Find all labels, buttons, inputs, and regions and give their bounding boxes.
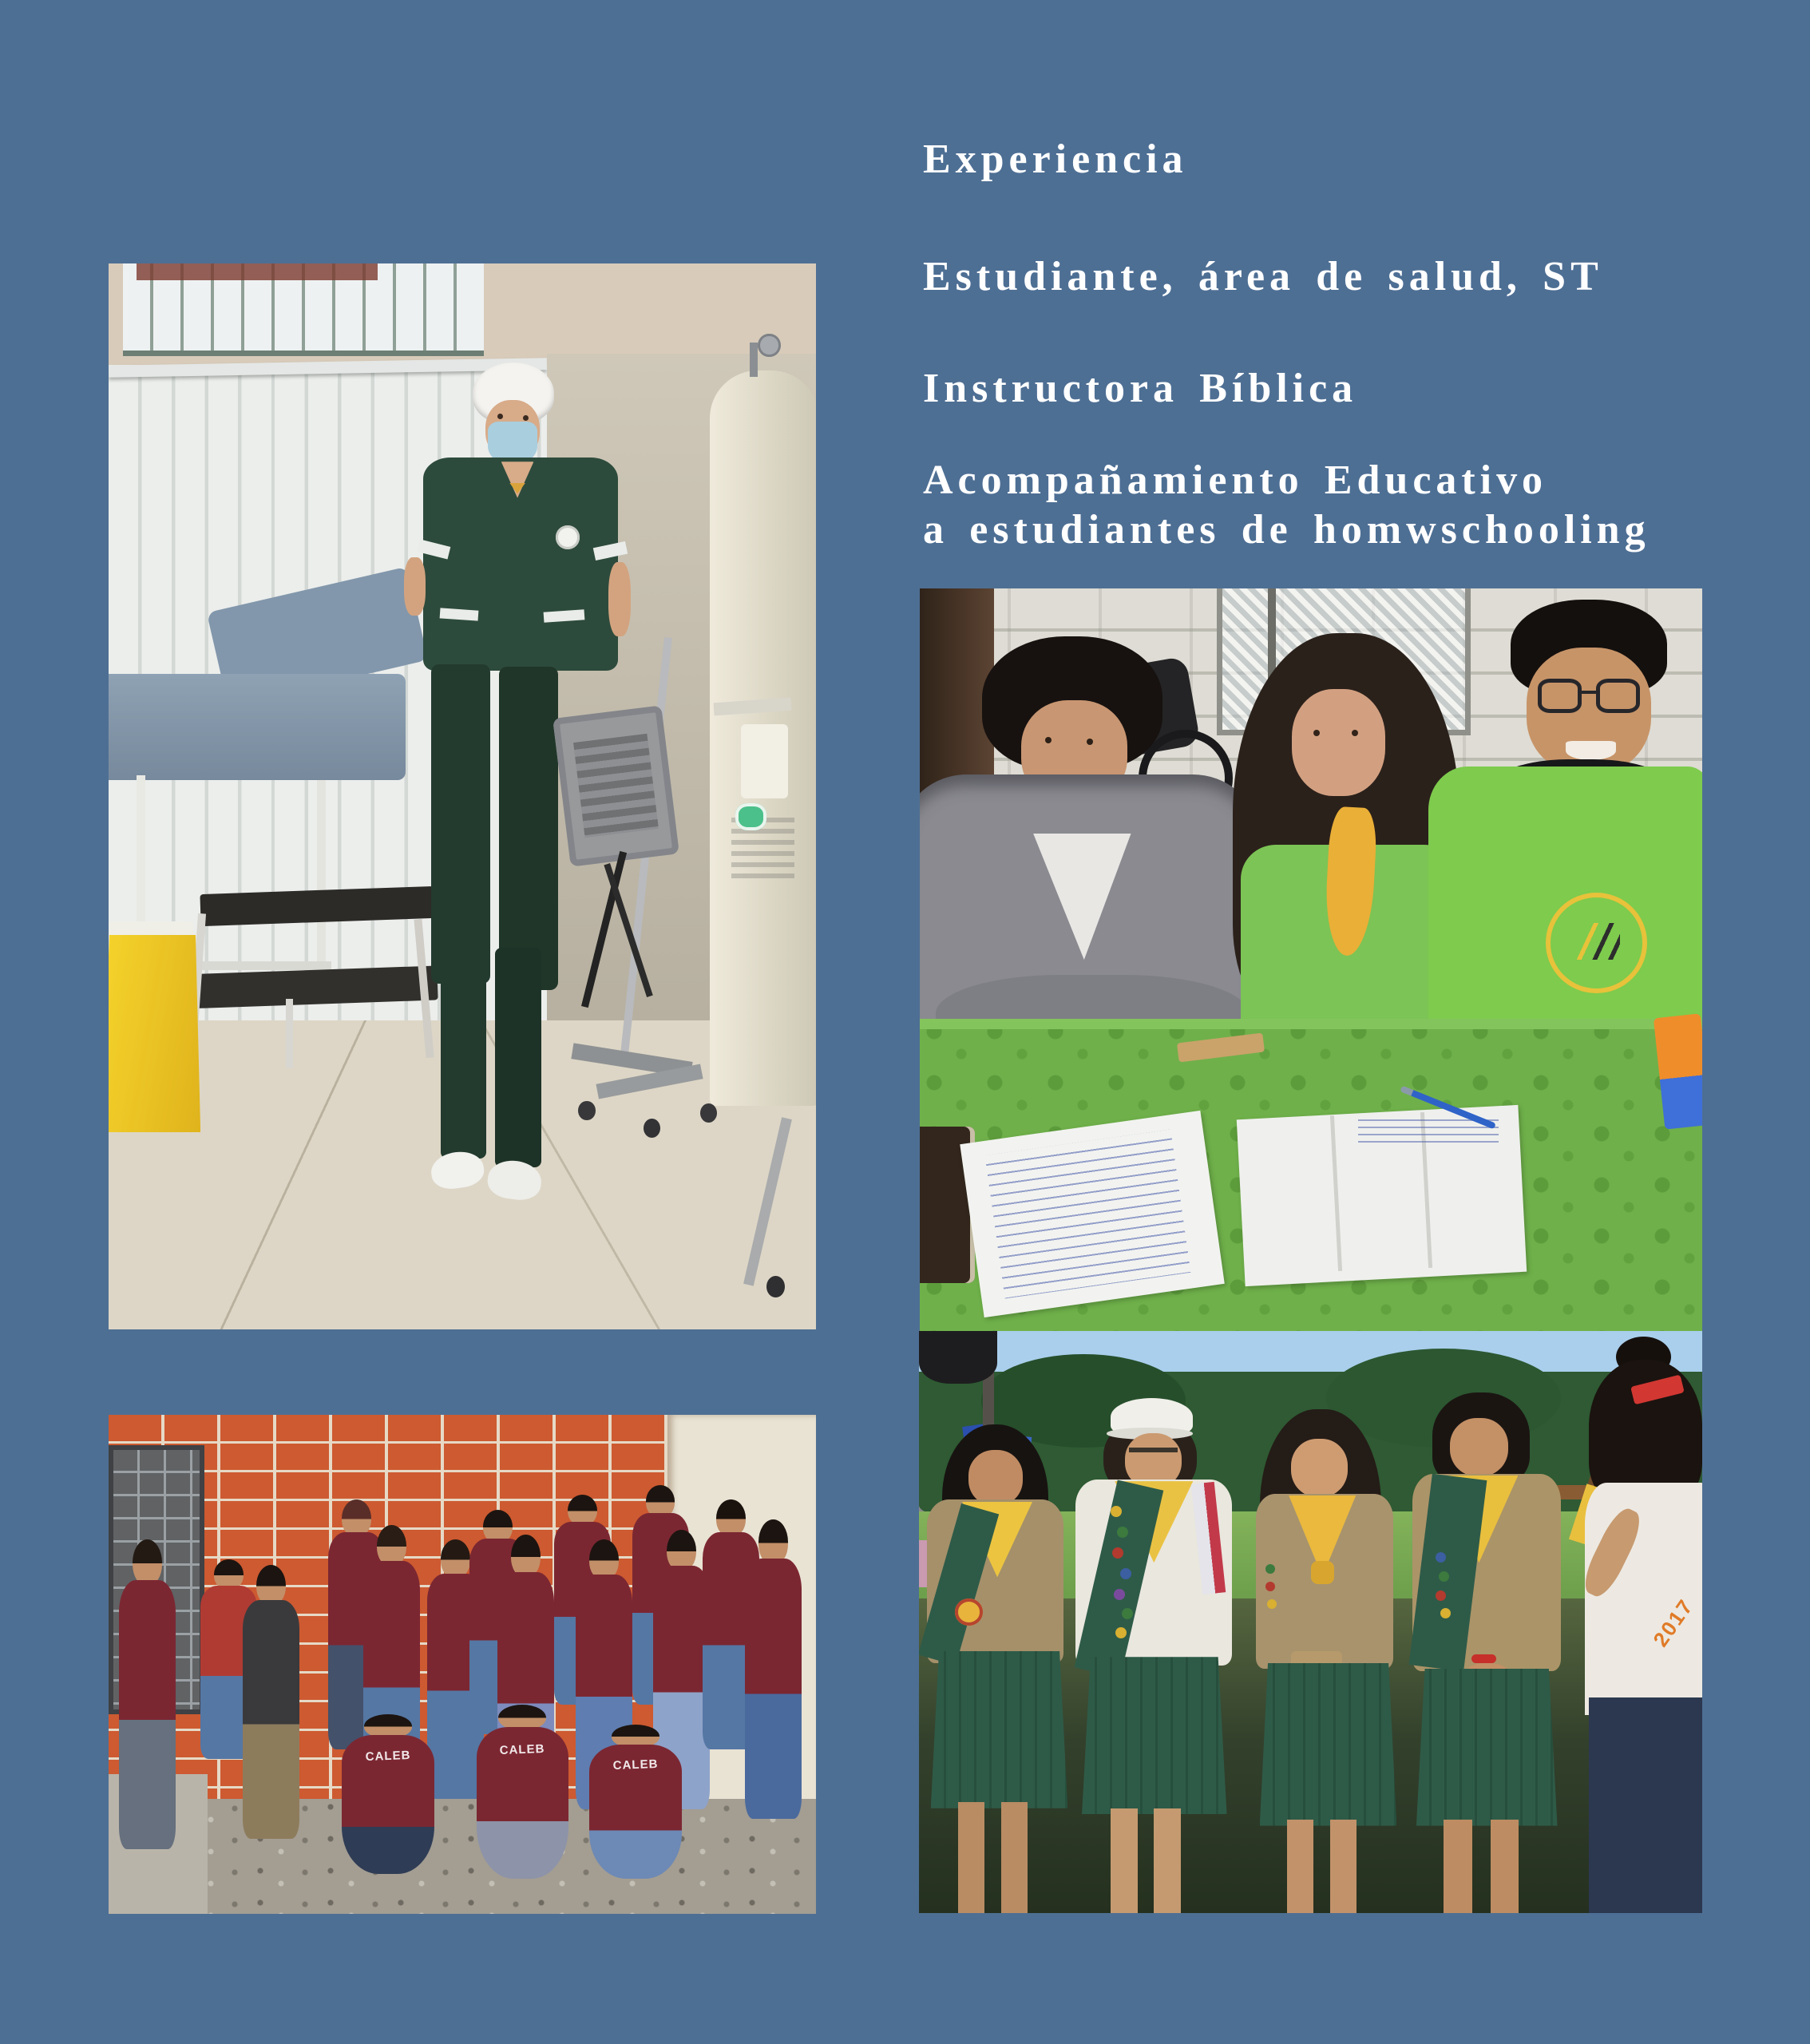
girl4-leg bbox=[1444, 1820, 1471, 1913]
girl5-navy-skirt bbox=[1589, 1697, 1702, 1913]
girl1-leg bbox=[1001, 1802, 1028, 1913]
caleb-shirt-logo: CALEB bbox=[612, 1757, 659, 1773]
girl2-skirt bbox=[1082, 1657, 1226, 1814]
exam-table-leg bbox=[317, 780, 326, 972]
oxygen-gauge bbox=[758, 334, 780, 357]
photo-pathfinders bbox=[919, 1331, 1702, 1913]
gravel-ground bbox=[109, 1799, 816, 1914]
man2-glasses bbox=[1538, 679, 1582, 713]
equipment-device-grill bbox=[573, 734, 659, 838]
person-figure bbox=[119, 1539, 176, 1849]
tablecloth-edge-highlight bbox=[920, 1019, 1702, 1029]
photo-bible-table bbox=[920, 588, 1702, 1331]
equipment-jug bbox=[741, 724, 787, 798]
girl3-leg bbox=[1330, 1820, 1357, 1913]
nurse-pants-leg bbox=[431, 664, 490, 984]
man2-glasses-bridge bbox=[1578, 691, 1598, 694]
nurse-pants-lower bbox=[441, 945, 486, 1159]
nurse-pants-lower bbox=[495, 948, 541, 1167]
man2-glasses bbox=[1596, 679, 1640, 713]
girl3-badge-strip bbox=[1265, 1564, 1275, 1574]
man2-logo-swoosh bbox=[1577, 923, 1620, 961]
corner-stand-caster bbox=[766, 1276, 785, 1297]
girl3-scarf-knot bbox=[1311, 1561, 1334, 1584]
stand-caster bbox=[700, 1103, 717, 1123]
nurse-arm-skin bbox=[608, 562, 631, 636]
person-figure bbox=[243, 1565, 299, 1840]
oxygen-gauge-stem bbox=[750, 343, 758, 377]
nurse-logo-patch bbox=[556, 525, 580, 549]
girl4-skirt bbox=[1416, 1669, 1558, 1826]
person-figure-sitting bbox=[342, 1714, 434, 1874]
person-figure-sitting bbox=[589, 1725, 681, 1880]
experience-item-acompanamiento-line1: Acompañamiento Educativo bbox=[923, 458, 1548, 503]
caleb-shirt-logo: CALEB bbox=[365, 1749, 411, 1764]
nurse-arm-skin bbox=[404, 557, 426, 615]
nurse-pocket-trim bbox=[439, 608, 478, 621]
person-figure bbox=[745, 1519, 802, 1819]
nurse-pants-leg bbox=[499, 667, 558, 991]
paper-top-handwriting bbox=[1358, 1119, 1499, 1146]
paper-handwriting-lines bbox=[985, 1129, 1191, 1298]
step-stool-leg bbox=[286, 999, 294, 1068]
man1-eyes bbox=[1045, 737, 1052, 743]
woman-eyes bbox=[1313, 730, 1320, 736]
trash-bin-yellow bbox=[109, 935, 200, 1132]
tape-roll-green bbox=[735, 803, 766, 831]
photo-clinic bbox=[109, 263, 816, 1329]
experience-item-acompanamiento-line2: a estudiantes de homwschooling bbox=[923, 507, 1650, 553]
caleb-shirt-logo: CALEB bbox=[499, 1741, 545, 1757]
girl3-face bbox=[1291, 1439, 1348, 1497]
girl1-sash-patch bbox=[955, 1598, 983, 1626]
stand-caster bbox=[578, 1101, 595, 1120]
girl1-skirt bbox=[931, 1651, 1068, 1808]
girl1-leg bbox=[958, 1802, 984, 1913]
girl5-shirt-print: 2017 bbox=[1648, 1594, 1699, 1651]
man2-smile bbox=[1566, 741, 1617, 760]
woman-face bbox=[1292, 689, 1386, 797]
experience-heading: Experiencia bbox=[923, 136, 1188, 182]
girl2-glasses bbox=[1129, 1448, 1178, 1452]
photo-caleb-group bbox=[109, 1415, 816, 1914]
stand-caster bbox=[644, 1119, 660, 1138]
girl4-face bbox=[1450, 1418, 1508, 1476]
person-figure-sitting bbox=[477, 1705, 568, 1880]
girl3-leg bbox=[1287, 1820, 1313, 1913]
girl2-badges bbox=[1111, 1506, 1122, 1517]
experience-item-salud: Estudiante, área de salud, ST bbox=[923, 254, 1603, 299]
girl1-face bbox=[968, 1450, 1024, 1505]
girl2-leg bbox=[1154, 1808, 1180, 1913]
clinic-roof-through-window bbox=[137, 263, 377, 280]
girl3-skirt bbox=[1260, 1663, 1397, 1826]
girl4-wristband-red bbox=[1471, 1654, 1496, 1664]
experience-item-instructora: Instructora Bíblica bbox=[923, 366, 1358, 411]
girl2-leg bbox=[1111, 1808, 1137, 1913]
camp-gear-silhouette bbox=[919, 1331, 997, 1384]
exam-table-seat bbox=[109, 674, 406, 781]
girl4-leg bbox=[1491, 1820, 1519, 1913]
